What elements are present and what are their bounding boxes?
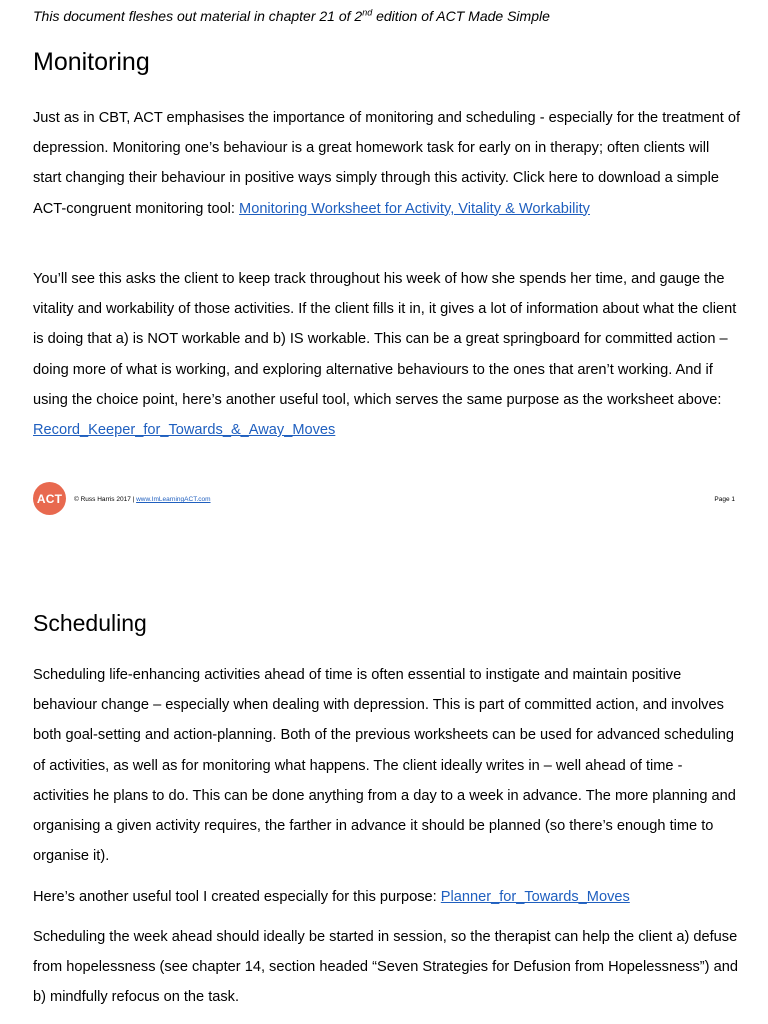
header-note-superscript: nd — [362, 7, 373, 18]
section-title-monitoring: Monitoring — [33, 48, 150, 76]
document-header-note — [33, 7, 550, 25]
footer-copyright — [74, 496, 211, 504]
record-keeper-link[interactable]: Record_Keeper_for_Towards_&_Away_Moves — [33, 422, 336, 439]
paragraph-text: Just as in CBT, ACT emphasises the importance of monitoring and scheduling - especially for the treatment of depression. Monitoring one’s behaviour is a great homework task for early on in therapy; often clients will start changing their behaviour in positive ways simply through this activity. Click here to download a simple ACT-congruent monitoring tool: — [33, 110, 741, 217]
monitoring-paragraph-2 — [33, 264, 741, 445]
section-title-scheduling: Scheduling — [33, 610, 147, 636]
scheduling-paragraph-2 — [33, 882, 741, 912]
copyright-text: © Russ Harris 2017 | — [74, 496, 137, 503]
page-footer — [33, 482, 735, 516]
monitoring-paragraph-1 — [33, 103, 741, 224]
planner-link[interactable]: Planner_for_Towards_Moves — [440, 889, 630, 905]
scheduling-paragraph-1: Scheduling life-enhancing activities ahead of time is often essential to instigate and maintain positive behaviour change – especially when dealing with depression. This is part of committed action, and involves both goal-setting and action-planning. Both of the previous worksheets can be used for advanced scheduling of activities, as well as for monitoring what happens. The client ideally writes in – well ahead of time - activities he plans to do. This can be done anything from a day to a week in advance. The more planning and organising a given activity requires, the farther in advance it should be planned (so there’s enough time to organise it). — [33, 667, 736, 865]
header-note-text: This document fleshes out material in chapter 21 of 2 — [33, 8, 363, 24]
paragraph-text: Here’s another useful tool I created especially for this purpose: — [33, 889, 441, 905]
monitoring-worksheet-link[interactable]: Monitoring Worksheet for Activity, Vitality & Workability — [239, 200, 590, 217]
header-note-text-end: edition of ACT Made Simple — [372, 8, 550, 24]
scheduling-paragraph-3: Scheduling the week ahead should ideally be started in session, so the therapist can help the client a) defuse from hopelessness (see chapter 14, section headed “Seven Strategies for Defusion from Hopelessness”) and b) mindfully refocus on the task. — [33, 929, 738, 1006]
page-number: Page 1 — [714, 496, 735, 503]
website-link[interactable]: www.ImLearningACT.com — [136, 496, 211, 503]
act-logo: ACT — [33, 482, 66, 515]
paragraph-text: You’ll see this asks the client to keep track throughout his week of how she spends her time, and gauge the vitality and workability of those activities. If the client fills it in, it gives a lot of information about what the client is doing that a) is NOT workable and b) IS workable. This can be a great springboard for committed action – doing more of what is working, and exploring alternative behaviours to the ones that aren’t working. And if using the choice point, here’s another useful tool, which serves the same purpose as the worksheet above: — [33, 271, 737, 408]
